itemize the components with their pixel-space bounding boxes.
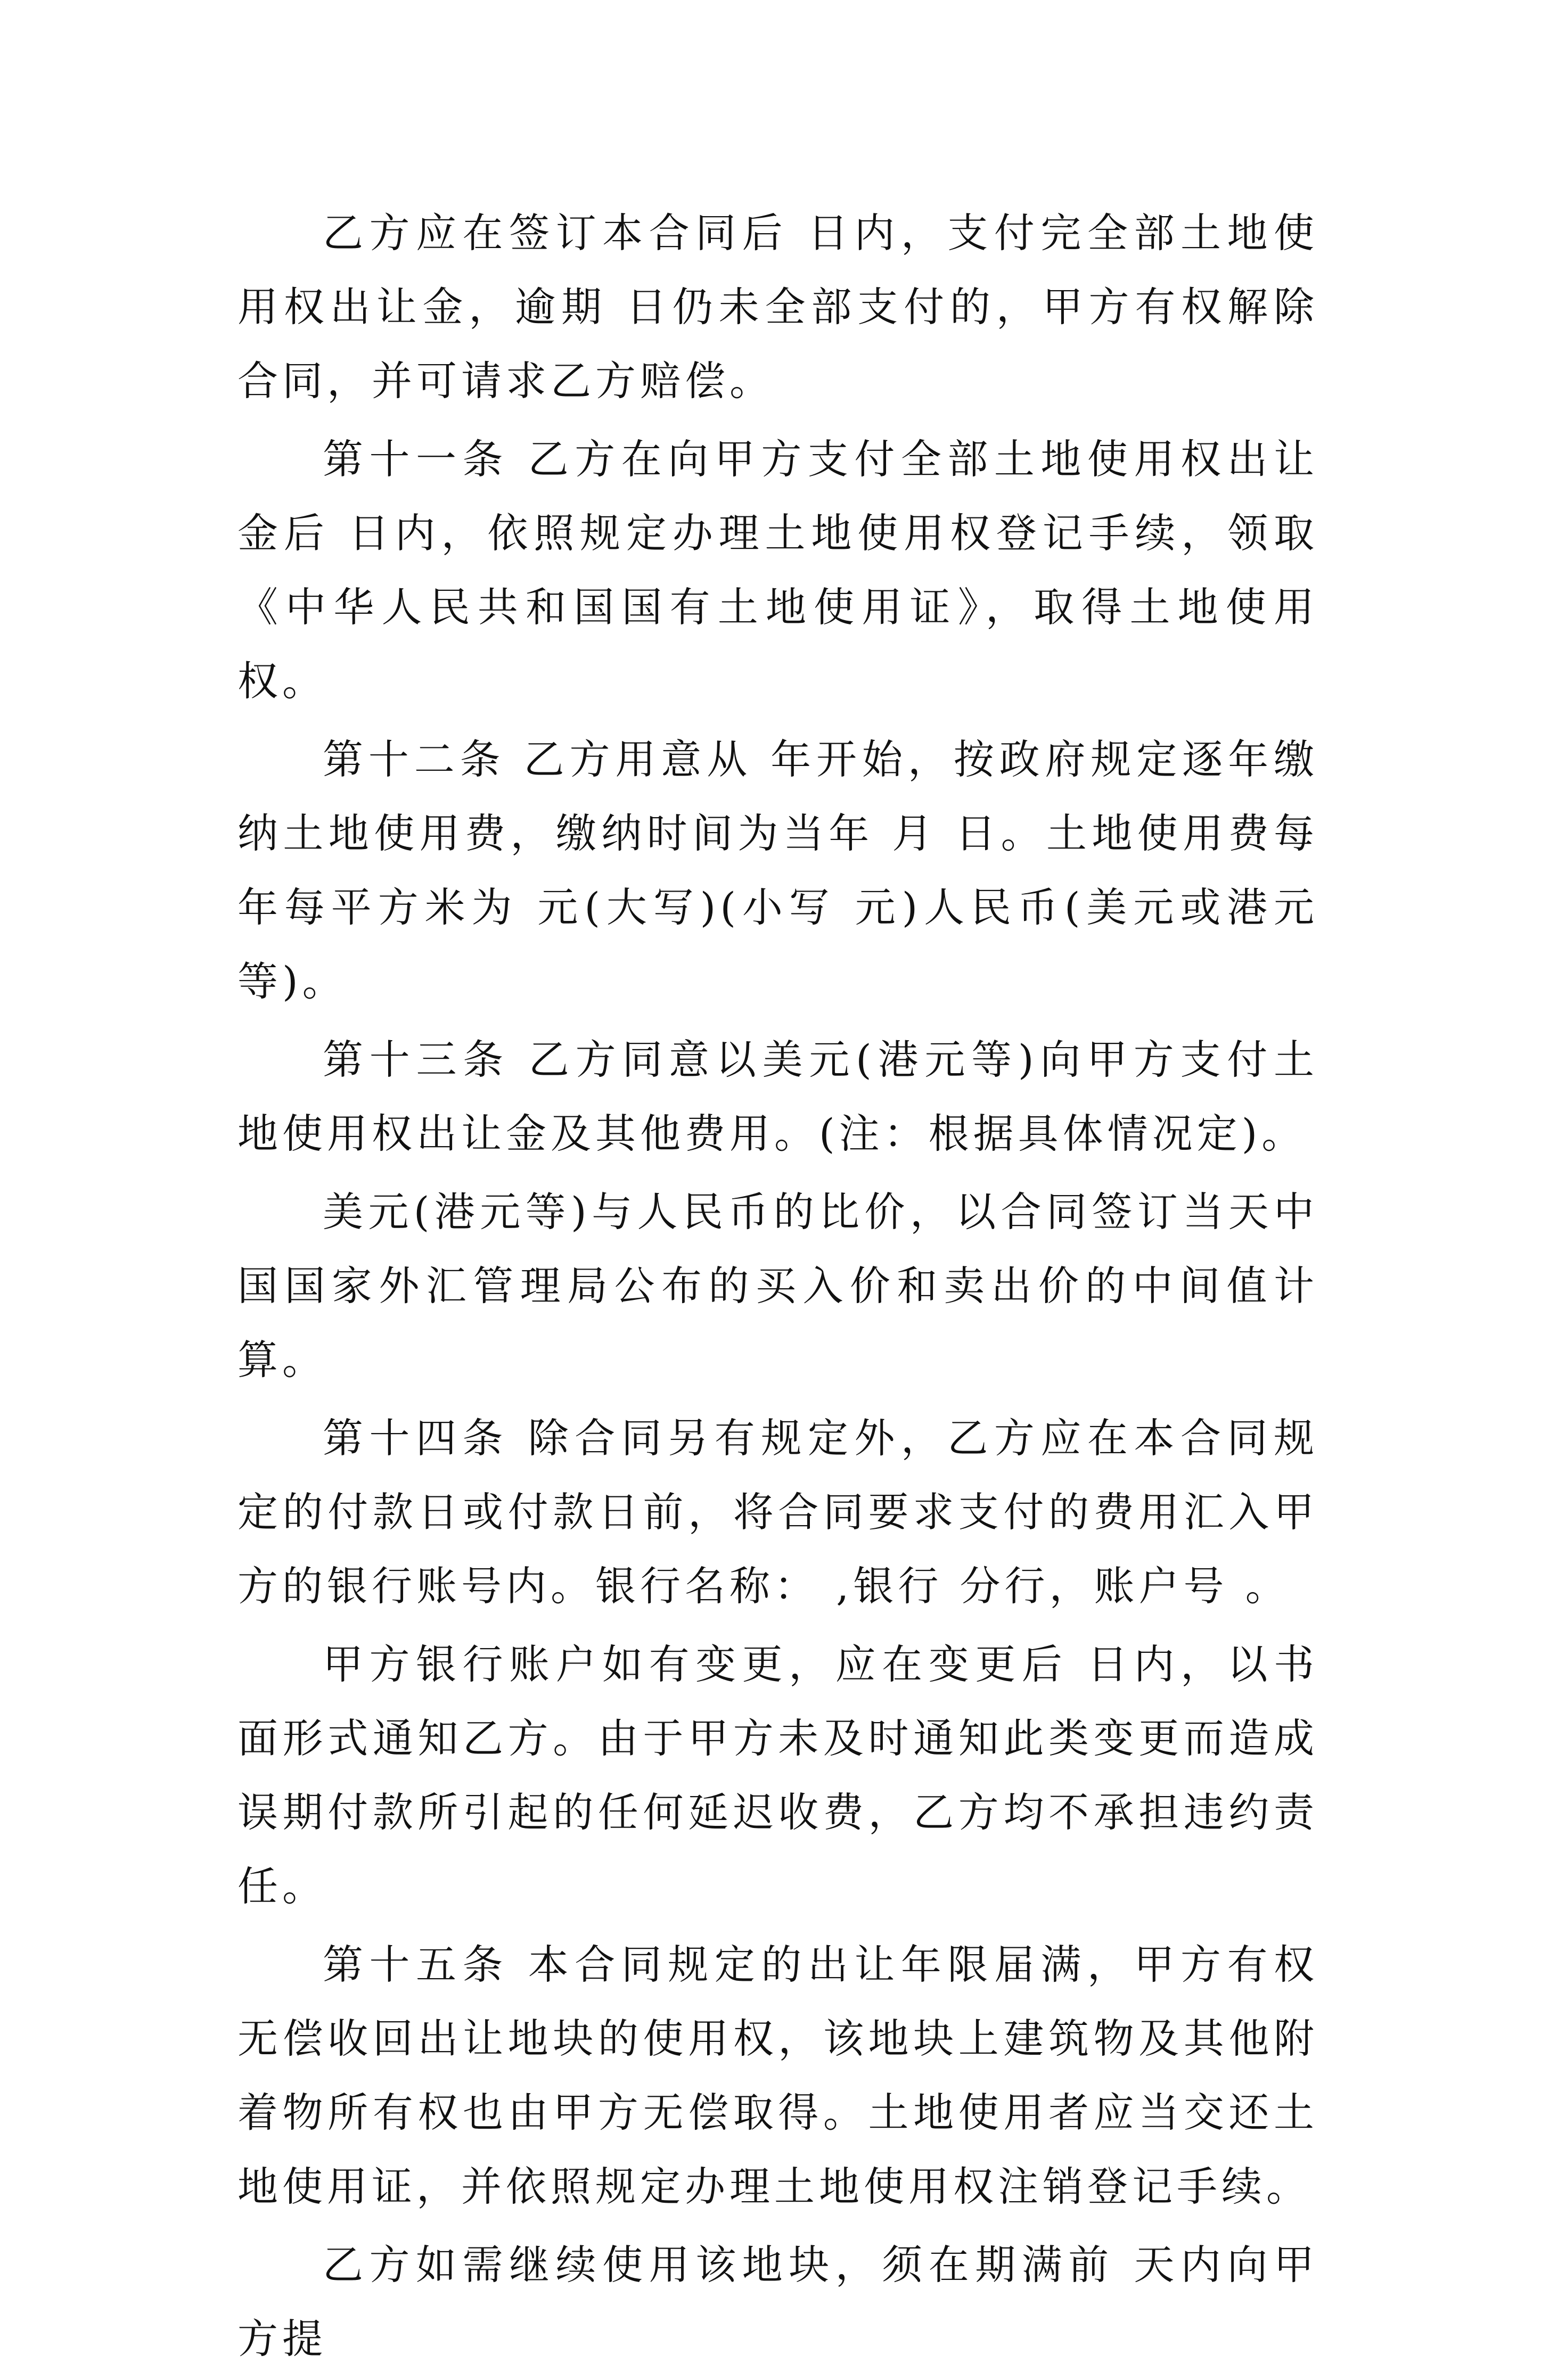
paragraph-renewal: 乙方如需继续使用该地块，须在期满前 天内向甲方提: [237, 2241, 1318, 2362]
paragraph-exchange-rate: 美元(港元等)与人民币的比价，以合同签订当天中国国家外汇管理局公布的买入价和卖出价的中间值计算。: [237, 1188, 1318, 1383]
paragraph-payment-deadline: 乙方应在签订本合同后 日内，支付完全部土地使用权出让金，逾期 日仍未全部支付的，甲方有权解除合同，并可请求乙方赔偿。: [237, 209, 1318, 405]
paragraph-article-13: 第十三条 乙方同意以美元(港元等)向甲方支付土地使用权出让金及其他费用。(注：根据具体情况定)。: [237, 1036, 1318, 1157]
paragraph-bank-account-change: 甲方银行账户如有变更，应在变更后 日内，以书面形式通知乙方。由于甲方未及时通知此类变更而造成误期付款所引起的任何延迟收费，乙方均不承担违约责任。: [237, 1641, 1318, 1910]
paragraph-article-15: 第十五条 本合同规定的出让年限届满，甲方有权无偿收回出让地块的使用权，该地块上建筑物及其他附着物所有权也由甲方无偿取得。土地使用者应当交还土地使用证，并依照规定办理土地使用权注销登记手续。: [237, 1941, 1318, 2210]
paragraph-article-14: 第十四条 除合同另有规定外，乙方应在本合同规定的付款日或付款日前，将合同要求支付的费用汇入甲方的银行账号内。银行名称： ,银行 分行，账户号 。: [237, 1414, 1318, 1610]
paragraph-article-12: 第十二条 乙方用意从 年开始，按政府规定逐年缴纳土地使用费，缴纳时间为当年 月 日。土地使用费每年每平方米为 元(大写)(小写 元)人民币(美元或港元等)。: [237, 736, 1318, 1005]
paragraph-article-11: 第十一条 乙方在向甲方支付全部土地使用权出让金后 日内，依照规定办理土地使用权登记手续，领取《中华人民共和国国有土地使用证》，取得土地使用权。: [237, 435, 1318, 705]
document-body: [237, 196, 1318, 2380]
